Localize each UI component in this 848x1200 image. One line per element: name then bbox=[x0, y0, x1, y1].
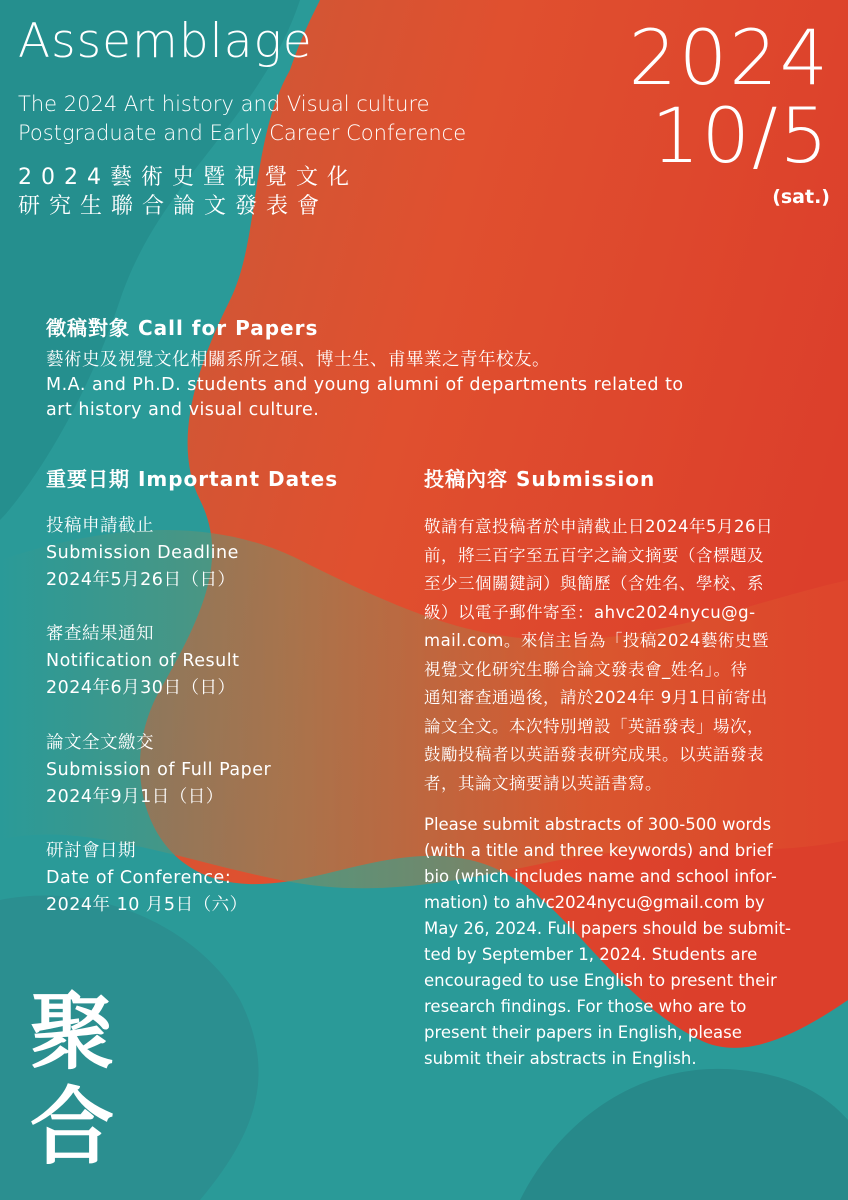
submission-en-line: ted by September 1, 2024. Students are bbox=[424, 945, 758, 964]
submission-zh-body bbox=[424, 513, 814, 798]
chinese-title-line-2: 研究生聯合論文發表會 bbox=[18, 194, 329, 219]
date-item-submission-deadline bbox=[46, 513, 239, 594]
submission-en-line: bio (which includes name and school infor- bbox=[424, 867, 777, 886]
submission-en-line: encouraged to use English to present their bbox=[424, 971, 777, 990]
chinese-title bbox=[18, 163, 358, 221]
submission-zh-line: 通知審查通過後，請於2024年 9月1日前寄出 bbox=[424, 688, 768, 707]
date-item-en: Notification of Result bbox=[46, 651, 240, 671]
event-weekday: (sat.) bbox=[772, 186, 830, 208]
submission-en-line: Please submit abstracts of 300-500 words bbox=[424, 815, 772, 834]
call-for-papers-body bbox=[46, 348, 806, 423]
date-item-date: 2024年9月1日（日） bbox=[46, 787, 224, 807]
calligraphy-char-2: 合 bbox=[30, 1077, 115, 1176]
submission-zh-line: 鼓勵投稿者以英語發表研究成果。以英語發表 bbox=[424, 745, 764, 764]
date-item-date: 2024年 10 月5日（六） bbox=[46, 895, 248, 915]
submission-en-line: May 26, 2024. Full papers should be submit- bbox=[424, 919, 792, 938]
date-item-notification bbox=[46, 621, 239, 702]
submission-zh-line: 前，將三百字至五百字之論文摘要（含標題及 bbox=[424, 545, 764, 565]
submission-en-line: submit their abstracts in English. bbox=[424, 1049, 697, 1068]
submission-zh-line: 者，其論文摘要請以英語書寫。 bbox=[424, 773, 662, 793]
date-item-date: 2024年6月30日（日） bbox=[46, 678, 236, 698]
cfp-line-1: 藝術史及視覺文化相關系所之碩、博士生、甫畢業之青年校友。 bbox=[46, 350, 550, 370]
submission-en-line: research findings. For those who are to bbox=[424, 997, 747, 1016]
important-dates-heading: 重要日期 Important Dates bbox=[46, 467, 339, 491]
submission-zh-line: 敬請有意投稿者於申請截止日2024年5月26日 bbox=[424, 517, 773, 536]
subtitle-line-1: The 2024 Art history and Visual culture bbox=[18, 92, 430, 116]
conference-logo: Assemblage bbox=[18, 14, 313, 69]
event-year: 2024 bbox=[628, 13, 830, 102]
date-item-full-paper bbox=[46, 730, 271, 811]
date-item-date: 2024年5月26日（日） bbox=[46, 570, 236, 590]
cfp-line-3: art history and visual culture. bbox=[46, 400, 320, 420]
date-item-zh: 投稿申請截止 bbox=[46, 516, 154, 536]
submission-heading: 投稿內容 Submission bbox=[424, 467, 656, 491]
submission-en-line: (with a title and three keywords) and brief bbox=[424, 841, 773, 860]
date-item-en: Submission Deadline bbox=[46, 543, 239, 563]
date-item-zh: 論文全文繳交 bbox=[46, 733, 154, 753]
chinese-title-line-1: 2024藝術史暨視覺文化 bbox=[18, 165, 358, 190]
submission-en-body bbox=[424, 812, 814, 1072]
submission-zh-line: mail.com。來信主旨為「投稿2024藝術史暨 bbox=[424, 631, 769, 650]
call-for-papers-heading: 徵稿對象 Call for Papers bbox=[46, 316, 319, 340]
submission-en-line: present their papers in English, please bbox=[424, 1023, 742, 1042]
date-item-zh: 研討會日期 bbox=[46, 841, 136, 861]
submission-en-line: mation) to ahvc2024nycu@gmail.com by bbox=[424, 893, 765, 912]
date-item-en: Submission of Full Paper bbox=[46, 760, 272, 780]
date-item-conference bbox=[46, 838, 248, 919]
date-item-zh: 審查結果通知 bbox=[46, 624, 154, 644]
date-item-en: Date of Conference: bbox=[46, 868, 232, 888]
conference-subtitle bbox=[18, 90, 466, 148]
submission-zh-line: 視覺文化研究生聯合論文發表會_姓名」。待 bbox=[424, 659, 748, 679]
cfp-line-2: M.A. and Ph.D. students and young alumni of departments related to bbox=[46, 375, 684, 395]
calligraphy-char-1: 聚 bbox=[30, 982, 115, 1081]
subtitle-line-2: Postgraduate and Early Career Conference bbox=[18, 121, 467, 145]
submission-zh-line: 至少三個關鍵詞）與簡歷（含姓名、學校、系 bbox=[424, 574, 764, 593]
submission-zh-line: 級）以電子郵件寄至：ahvc2024nycu@g- bbox=[424, 602, 756, 622]
submission-zh-line: 論文全文。本次特別增設「英語發表」場次， bbox=[424, 716, 764, 736]
event-day: 10/5 bbox=[651, 91, 830, 180]
